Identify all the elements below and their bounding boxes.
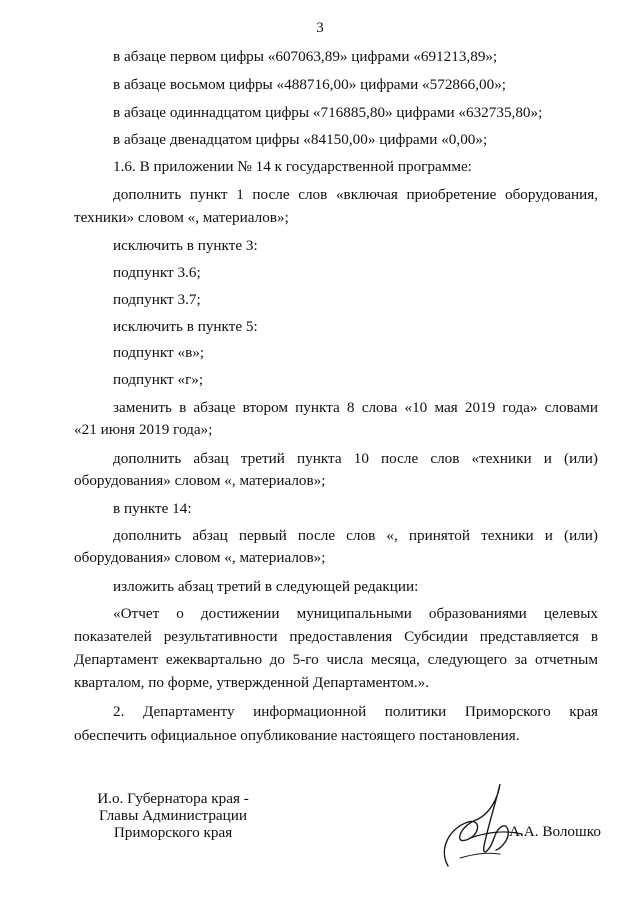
signatory-name: А.А. Волошко xyxy=(509,823,601,840)
text-line: кварталом, по форме, утвержденной Департаментом.». xyxy=(74,674,430,691)
text-line: оборудования» словом «, материалов»; xyxy=(74,549,326,566)
text-line: техники» словом «, материалов»; xyxy=(74,209,289,226)
text-line: 1.6. В приложении № 14 к государственной программе: xyxy=(113,158,472,175)
text-line: показателей результативности предоставления Субсидии представляется в xyxy=(74,628,598,645)
text-line: исключить в пункте 5: xyxy=(113,318,258,335)
text-line: «Отчет о достижении муниципальными образованиями целевых xyxy=(113,605,598,622)
text-line: обеспечить официальное опубликование настоящего постановления. xyxy=(74,727,520,744)
signatory-title-line: И.о. Губернатора края - xyxy=(97,790,249,807)
text-line: подпункт 3.6; xyxy=(113,264,201,281)
text-line: подпункт «г»; xyxy=(113,371,204,388)
text-line: дополнить абзац третий пункта 10 после слов «техники и (или) xyxy=(113,450,598,467)
page-number: 3 xyxy=(316,20,324,36)
text-line: Департамент ежеквартально до 5-го числа месяца, следующего за отчетным xyxy=(74,651,598,668)
text-line: изложить абзац третий в следующей редакции: xyxy=(113,578,419,595)
text-line: подпункт «в»; xyxy=(113,344,205,361)
signatory-title-line: Главы Администрации xyxy=(98,807,248,824)
text-line: подпункт 3.7; xyxy=(113,291,201,308)
signatory-title-line: Приморского края xyxy=(113,824,233,841)
text-line: в абзаце восьмом цифры «488716,00» цифрами «572866,00»; xyxy=(113,76,507,93)
text-line: дополнить абзац первый после слов «, принятой техники и (или) xyxy=(113,527,598,544)
text-line: дополнить пункт 1 после слов «включая приобретение оборудования, xyxy=(113,186,598,203)
signatory-title xyxy=(78,790,268,841)
text-line: в пункте 14: xyxy=(113,500,192,517)
text-line: «21 июня 2019 года»; xyxy=(74,421,213,438)
text-line: оборудования» словом «, материалов»; xyxy=(74,472,326,489)
text-line: заменить в абзаце втором пункта 8 слова «10 мая 2019 года» словами xyxy=(113,399,598,416)
text-line: 2. Департаменту информационной политики Приморского края xyxy=(113,703,598,720)
text-line: в абзаце двенадцатом цифры «84150,00» цифрами «0,00»; xyxy=(113,131,488,148)
text-line: в абзаце первом цифры «607063,89» цифрами «691213,89»; xyxy=(113,48,498,65)
text-line: в абзаце одиннадцатом цифры «716885,80» цифрами «632735,80»; xyxy=(113,104,543,121)
text-line: исключить в пункте 3: xyxy=(113,237,258,254)
